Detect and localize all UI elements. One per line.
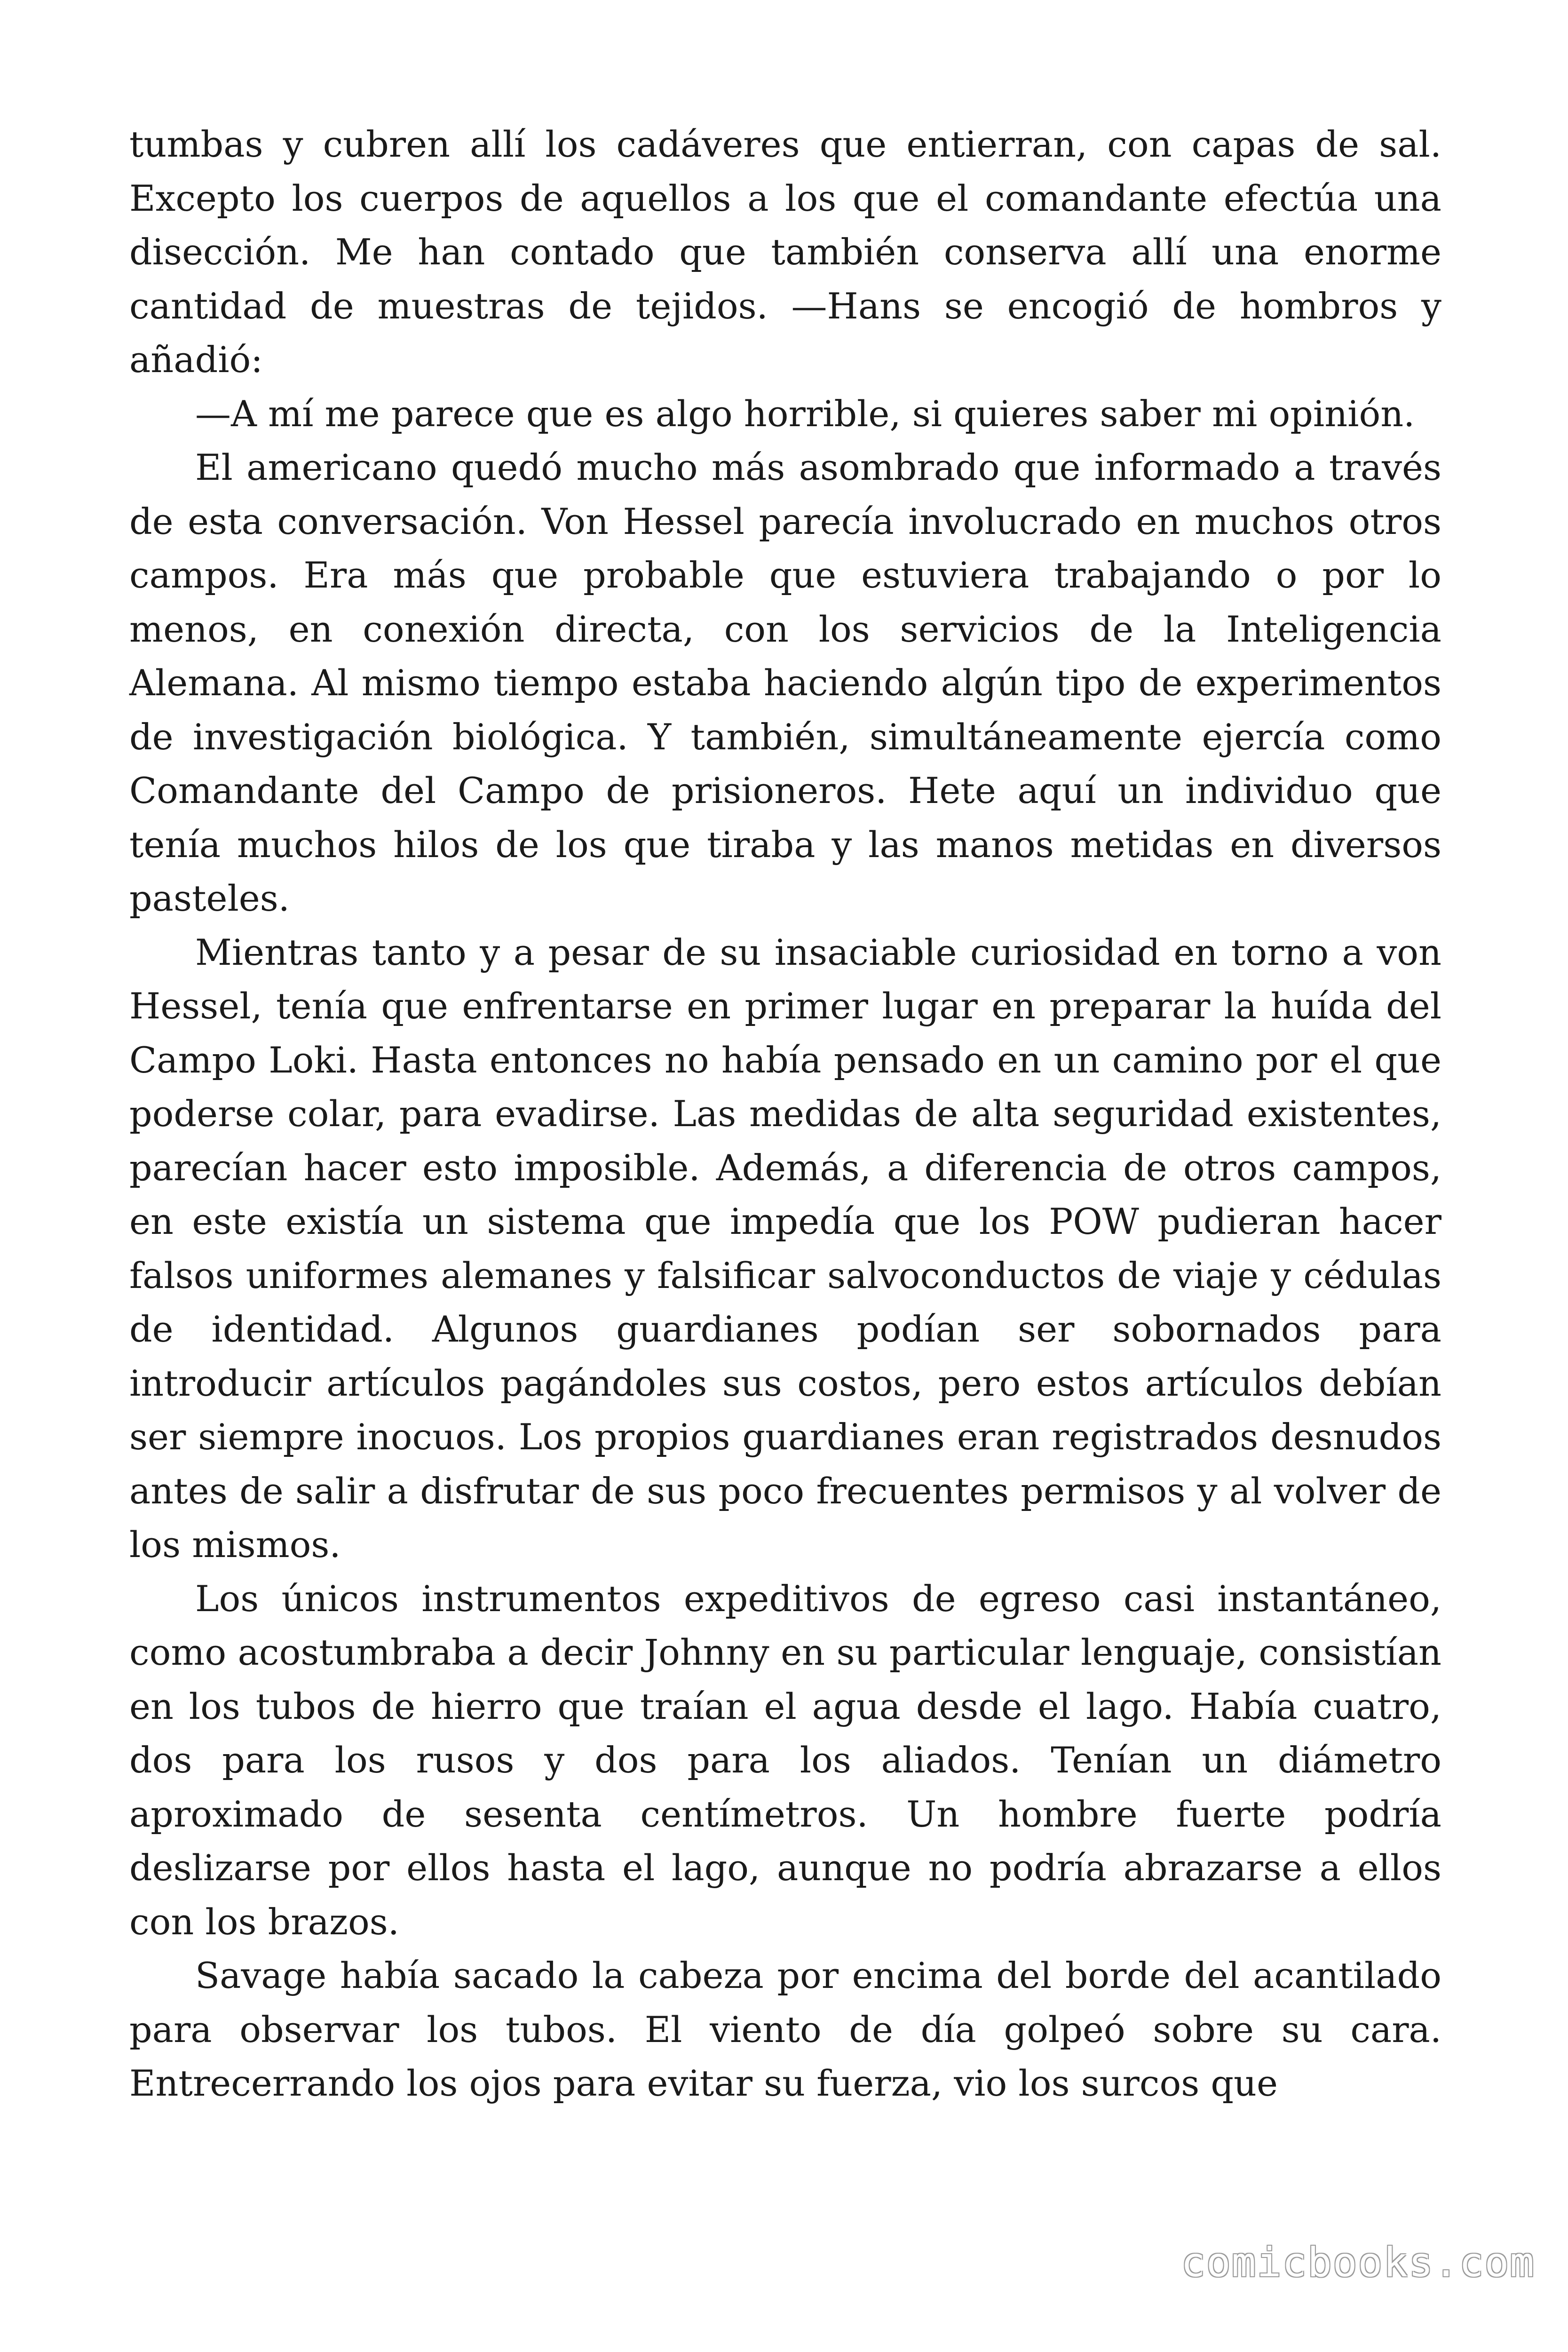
paragraph-5: Los únicos instrumentos expeditivos de egreso casi instantáneo, como acostumbraba a decir Johnny en su particular lenguaje, consistían en los tubos de hierro que traían el agua desde el lago. Había cuatro, dos para los rusos y dos para los aliados. Tenían un diámetro aproximado de sesenta centímetros. Un hombre fuerte podría deslizarse por ellos hasta el lago, aunque no podría abrazarse a ellos con los brazos. — [129, 1577, 1441, 1943]
paragraph-3: El americano quedó mucho más asombrado que informado a través de esta conversación. Von Hessel parecía involucrado en muchos otros campos. Era más que probable que estuviera trabajando o por lo menos, en conexión directa, con los servicios de la Inteligencia Alemana. Al mismo tiempo estaba haciendo algún tipo de experimentos de investigación biológica. Y también, simultáneamente ejercía como Comandante del Campo de prisioneros. Hete aquí un individuo que tenía muchos hilos de los que tiraba y las manos metidas en diversos pasteles. — [129, 446, 1441, 919]
paragraph-6: Savage había sacado la cabeza por encima del borde del acantilado para observar los tubos. El viento de día golpeó sobre su cara. Entrecerrando los ojos para evitar su fuerza, vio los surcos que — [129, 1955, 1441, 2104]
paragraph-1: tumbas y cubren allí los cadáveres que entierran, con capas de sal. Excepto los cuerpos de aquellos a los que el comandante efectúa una disección. Me han contado que también conserva allí una enorme cantidad de muestras de tejidos. —Hans se encogió de hombros y añadió: — [129, 123, 1441, 381]
watermark: comicbooks.com — [1181, 2239, 1535, 2286]
body-text — [129, 118, 1441, 2111]
paragraph-4: Mientras tanto y a pesar de su insaciable curiosidad en torno a von Hessel, tenía que enfrentarse en primer lugar en preparar la huída del Campo Loki. Hasta entonces no había pensado en un camino por el que poderse colar, para evadirse. Las medidas de alta seguridad existentes, parecían hacer esto imposible. Además, a diferencia de otros campos, en este existía un sistema que impedía que los POW pudieran hacer falsos uniformes alemanes y falsificar salvoconductos de viaje y cédulas de identidad. Algunos guardianes podían ser sobornados para introducir artículos pagándoles sus costos, pero estos artículos debían ser siempre inocuos. Los propios guardianes eran registrados desnudos antes de salir a disfrutar de sus poco frecuentes permisos y al volver de los mismos. — [129, 931, 1441, 1565]
paragraph-2: —A mí me parece que es algo horrible, si quieres saber mi opinión. — [195, 392, 1415, 435]
